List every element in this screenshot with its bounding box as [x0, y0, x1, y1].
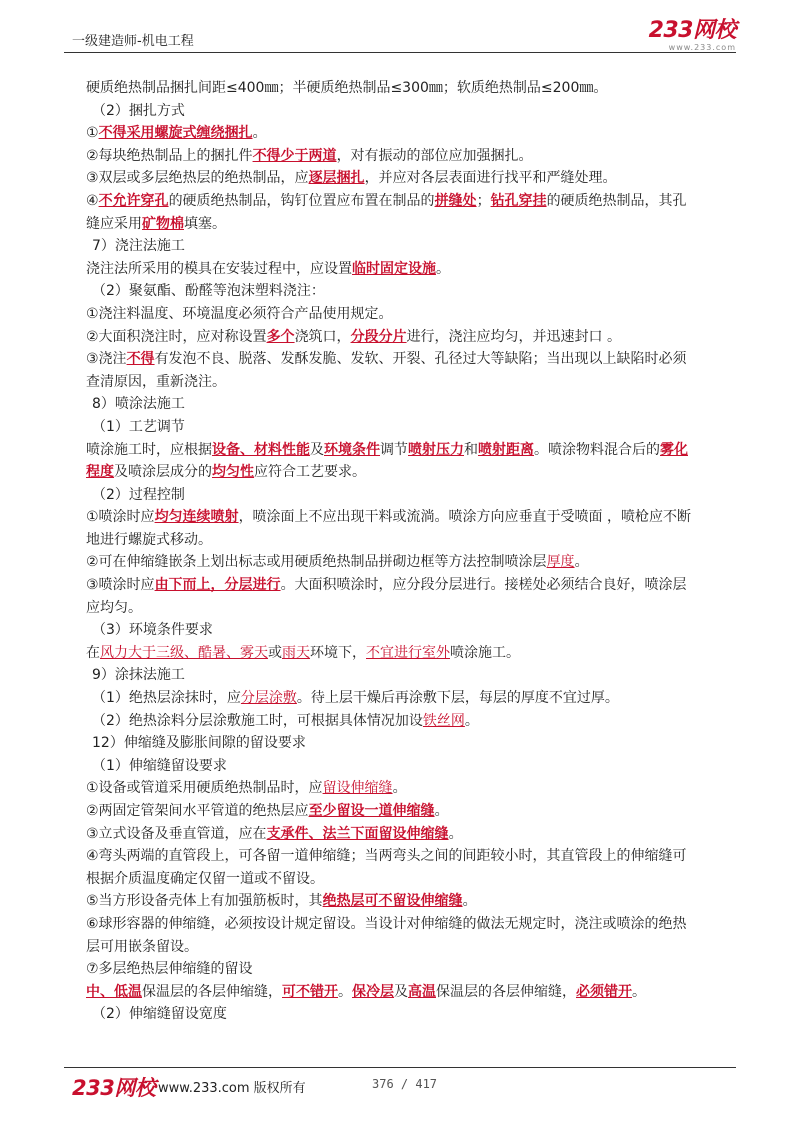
- text-line: [86, 506, 736, 529]
- text-line: [86, 755, 736, 778]
- text-run: 保温层的各层伸缩缝，: [436, 983, 576, 1000]
- text-line: [86, 732, 736, 755]
- text-run: （2）伸缩缝留设宽度: [92, 1006, 227, 1023]
- text-run: ②两固定管架间水平管道的绝热层应: [86, 803, 309, 819]
- text-line: [86, 619, 736, 642]
- text-run: 喷涂施工。: [450, 644, 520, 661]
- text-run: ③喷涂时应: [86, 577, 155, 594]
- text-line: [86, 235, 736, 258]
- text-line: [86, 936, 736, 959]
- key-term: 不允许穿孔: [98, 192, 169, 209]
- header-title: 一级建造师-机电工程: [72, 34, 194, 49]
- text-line: [86, 664, 736, 687]
- text-run: 。喷涂物料混合后的: [534, 441, 660, 458]
- text-line: [86, 167, 736, 190]
- key-term: 中、低温: [86, 983, 142, 1000]
- text-line: [86, 280, 736, 303]
- text-run: （2）绝热涂料分层涂敷施工时，可根据具体情况加设: [92, 712, 423, 729]
- text-line: [86, 529, 736, 552]
- text-run: 8）喷涂法施工: [92, 396, 185, 413]
- text-run: ；: [476, 192, 491, 209]
- page-footer: [72, 1072, 732, 1098]
- key-term: 拼缝处: [434, 192, 477, 209]
- text-run: 。: [632, 983, 646, 1000]
- text-line: [86, 890, 736, 913]
- text-line: [86, 439, 736, 462]
- text-run: ③浇注: [86, 351, 127, 368]
- text-run: ⑤当方形设备壳体上有加强筋板时，其: [86, 893, 323, 910]
- text-line: [86, 145, 736, 168]
- key-term: 喷射距离: [478, 441, 534, 458]
- key-term: 不得: [126, 351, 155, 368]
- text-run: （1）工艺调节: [92, 418, 185, 435]
- text-run: 。: [464, 712, 479, 729]
- key-term: 铁丝网: [422, 712, 465, 729]
- footer-logo[interactable]: 233网校: [72, 1076, 156, 1100]
- text-run: ①设备或管道采用硬质绝热制品时，应: [86, 780, 323, 797]
- key-term: 可不错开: [282, 983, 338, 1000]
- key-term: 不得少于两道: [252, 147, 337, 164]
- key-term: 均匀性: [212, 464, 254, 481]
- text-run: 及: [394, 983, 408, 1000]
- text-run: 。: [252, 125, 267, 142]
- key-term: 支承件、法兰下面留设伸缩缝: [266, 825, 449, 842]
- text-line: [86, 326, 736, 349]
- text-run: 查清原因，重新浇注。: [86, 373, 226, 390]
- text-line: [86, 845, 736, 868]
- key-term: 矿物棉: [142, 215, 184, 232]
- text-line: [86, 213, 736, 236]
- text-line: [86, 777, 736, 800]
- key-term: 由下而上，分层进行: [154, 577, 281, 594]
- key-term: 雾化: [660, 441, 688, 458]
- header-divider: [64, 52, 736, 53]
- key-term: 不得采用螺旋式缠绕捆扎: [98, 125, 253, 142]
- text-run: 在: [86, 644, 100, 661]
- brand-logo[interactable]: [649, 20, 736, 52]
- text-run: 。待上层干燥后再涂敷下层，每层的厚度不宜过厚。: [296, 690, 619, 707]
- text-run: （2）捆扎方式: [92, 102, 185, 119]
- logo-url: www.233.com: [668, 43, 736, 52]
- text-run: ①喷涂时应: [86, 509, 155, 526]
- text-run: 地进行螺旋式移动。: [86, 531, 212, 548]
- text-run: 的硬质绝热制品，钩钉位置应布置在制品的: [168, 192, 435, 209]
- text-run: ⑥球形容器的伸缩缝，必须按设计规定留设。当设计对伸缩缝的做法无规定时，浇注或喷涂的绝热: [86, 915, 687, 932]
- text-run: （2）聚氨酯、酚醛等泡沫塑料浇注：: [92, 283, 325, 300]
- text-run: （1）绝热层涂抹时，应: [92, 690, 241, 707]
- text-run: ①浇注料温度、环境温度必须符合产品使用规定。: [86, 305, 393, 322]
- text-line: [86, 1003, 736, 1026]
- text-run: ⑦多层绝热层伸缩缝的留设: [86, 961, 253, 978]
- key-term: 程度: [86, 464, 114, 481]
- key-term: 喷射压力: [408, 441, 464, 458]
- text-run: 的硬质绝热制品，其孔: [546, 192, 687, 209]
- text-run: 填塞。: [184, 215, 226, 232]
- text-line: [86, 416, 736, 439]
- text-run: 喷涂施工时，应根据: [86, 441, 212, 458]
- text-run: 有发泡不良、脱落、发酥发脆、发软、开裂、孔径过大等缺陷；当出现以上缺陷时必须: [154, 351, 687, 368]
- key-term: 厚度: [546, 554, 575, 571]
- text-line: [86, 371, 736, 394]
- key-term: 留设伸缩缝: [322, 780, 393, 797]
- text-run: ②可在伸缩缝嵌条上划出标志或用硬质绝热制品拼砌边框等方法控制喷涂层: [86, 554, 547, 571]
- text-run: 。: [448, 825, 463, 842]
- text-line: [86, 190, 736, 213]
- text-line: [86, 484, 736, 507]
- key-term: 钻孔穿挂: [490, 192, 547, 209]
- text-line: [86, 958, 736, 981]
- key-term: 风力大于三级、酷暑、雾天: [100, 644, 268, 661]
- text-line: [86, 710, 736, 733]
- key-term: 保冷层: [352, 983, 394, 1000]
- text-run: 及喷涂层成分的: [114, 464, 212, 481]
- text-run: 7）浇注法施工: [92, 238, 185, 255]
- key-term: 绝热层可不留设伸缩缝: [322, 893, 463, 910]
- text-run: 。: [574, 554, 589, 571]
- text-line: [86, 913, 736, 936]
- text-line: [86, 77, 736, 100]
- text-line: [86, 981, 736, 1004]
- text-run: ④: [86, 192, 99, 209]
- key-term: 设备、材料性能: [212, 441, 310, 458]
- text-run: ②大面积浇注时，应对称设置: [86, 328, 267, 345]
- text-run: 进行，浇注应均匀，并迅速封口 。: [406, 328, 622, 345]
- key-term: 分层涂敷: [240, 690, 297, 707]
- text-run: 。: [436, 260, 450, 277]
- text-run: 。大面积喷涂时，应分段分层进行。接槎处必须结合良好，喷涂层: [280, 577, 687, 594]
- text-line: [86, 393, 736, 416]
- text-run: 和: [464, 441, 478, 458]
- text-line: [86, 551, 736, 574]
- text-run: ，喷涂面上不应出现干料或流淌。喷涂方向应垂直于受喷面 ，喷枪应不断: [238, 509, 692, 526]
- text-run: 环境下，: [310, 644, 366, 661]
- text-run: 应均匀。: [86, 599, 142, 616]
- text-run: 。: [338, 983, 352, 1000]
- key-term: 环境条件: [324, 441, 380, 458]
- text-run: ③立式设备及垂直管道，应在: [86, 825, 267, 842]
- text-line: [86, 823, 736, 846]
- text-run: 保温层的各层伸缩缝，: [142, 983, 282, 1000]
- key-term: 逐层捆扎: [308, 170, 365, 187]
- key-term: 高温: [408, 983, 436, 1000]
- copyright-text: www.233.com 版权所有: [158, 1081, 306, 1096]
- text-run: ②每块绝热制品上的捆扎件: [86, 147, 253, 164]
- text-run: ③双层或多层绝热层的绝热制品，应: [86, 170, 309, 187]
- footer-divider: [64, 1067, 736, 1068]
- text-run: 9）涂抹法施工: [92, 667, 185, 684]
- text-run: 缝应采用: [86, 215, 142, 232]
- text-run: 浇注法所采用的模具在安装过程中，应设置: [86, 260, 352, 277]
- key-term: 不宜进行室外: [366, 644, 450, 661]
- text-line: [86, 687, 736, 710]
- text-line: [86, 258, 736, 281]
- key-term: 多个: [266, 328, 295, 345]
- text-run: ①: [86, 125, 99, 142]
- key-term: 均匀连续喷射: [154, 509, 239, 526]
- text-run: 根据介质温度确定仅留一道或不留设。: [86, 870, 324, 887]
- key-term: 必须错开: [576, 983, 632, 1000]
- logo-text: 233网校: [648, 18, 736, 43]
- key-term: 临时固定设施: [352, 260, 436, 277]
- text-run: 硬质绝热制品捆扎间距≤400㎜；半硬质绝热制品≤300㎜；软质绝热制品≤200㎜。: [86, 80, 608, 96]
- text-line: [86, 574, 736, 597]
- text-line: [86, 800, 736, 823]
- text-run: 。: [434, 803, 449, 819]
- key-term: 分段分片: [350, 328, 407, 345]
- text-run: 调节: [380, 441, 408, 458]
- text-run: ，对有振动的部位应加强捆扎。: [336, 147, 533, 164]
- text-run: 。: [392, 780, 407, 797]
- text-line: [86, 348, 736, 371]
- text-run: ④弯头两端的直管段上，可各留一道伸缩缝；当两弯头之间的间距较小时，其直管段上的伸缩缝可: [86, 848, 687, 865]
- text-run: （3）环境条件要求: [92, 622, 213, 639]
- key-term: 至少留设一道伸缩缝: [308, 803, 435, 819]
- text-line: [86, 122, 736, 145]
- text-run: （1）伸缩缝留设要求: [92, 757, 227, 774]
- text-run: 层可用嵌条留设。: [86, 938, 198, 955]
- key-term: 雨天: [282, 644, 310, 661]
- text-run: 应符合工艺要求。: [254, 464, 366, 481]
- text-run: 及: [310, 441, 324, 458]
- text-line: [86, 868, 736, 891]
- text-run: 或: [268, 644, 282, 661]
- text-run: 浇筑口，: [294, 328, 351, 345]
- text-line: [86, 100, 736, 123]
- text-line: [86, 303, 736, 326]
- text-run: 12）伸缩缝及膨胀间隙的留设要求: [92, 735, 306, 752]
- text-line: [86, 461, 736, 484]
- text-line: [86, 642, 736, 665]
- document-body: [86, 77, 736, 1026]
- text-run: （2）过程控制: [92, 486, 185, 503]
- text-line: [86, 597, 736, 620]
- text-run: ，并应对各层表面进行找平和严缝处理。: [364, 170, 617, 187]
- text-run: 。: [462, 893, 477, 910]
- page-number: 376 / 417: [372, 1077, 438, 1091]
